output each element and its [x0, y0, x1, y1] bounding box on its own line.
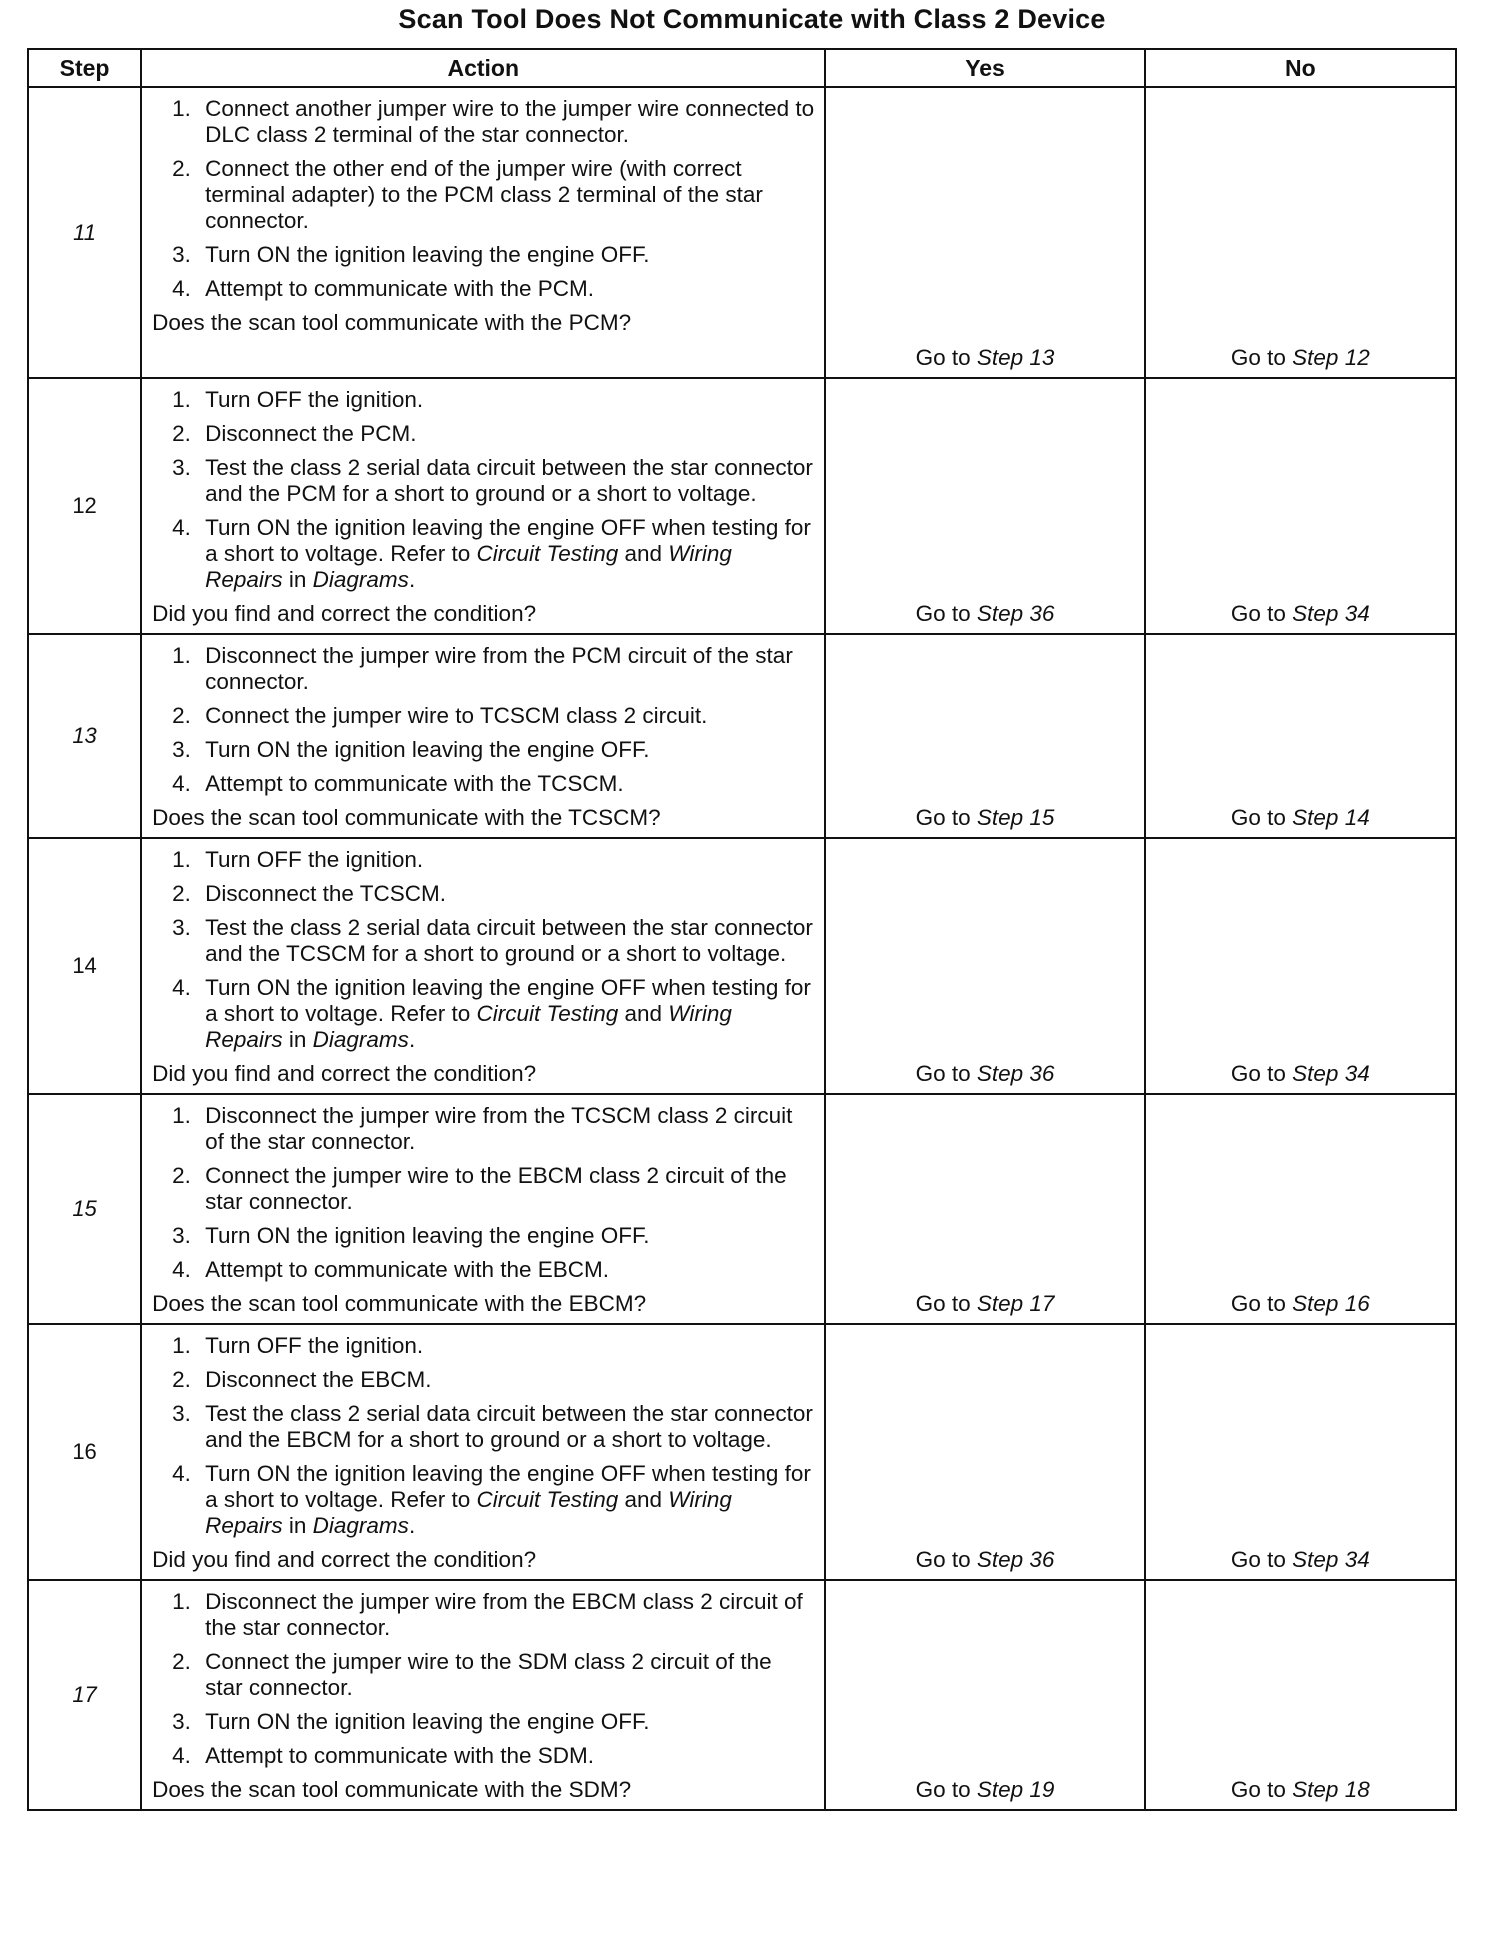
substep	[172, 847, 814, 873]
yes-goto-prefix: Go to	[915, 1291, 977, 1316]
substep	[172, 96, 814, 148]
substep-number: 4.	[172, 1743, 191, 1768]
substep-number: 2.	[172, 1649, 191, 1674]
instruction-text: Attempt to communicate with the EBCM.	[205, 1257, 610, 1282]
step-question: Does the scan tool communicate with the TCSCM?	[152, 805, 661, 830]
no-goto-target: Step 16	[1292, 1291, 1370, 1316]
instruction-text: Turn OFF the ignition.	[205, 847, 424, 872]
substep-number: 3.	[172, 242, 191, 267]
step-number: 13	[28, 634, 141, 838]
instruction-text: .	[408, 1027, 416, 1052]
substep-text	[205, 643, 814, 695]
yes-cell	[825, 838, 1144, 1094]
substep	[172, 276, 814, 302]
instruction-text: in	[282, 1513, 313, 1538]
substep-text	[205, 242, 814, 268]
no-goto-target: Step 14	[1292, 805, 1370, 830]
instruction-text: Connect the other end of the jumper wire (with correct terminal adapter) to the PCM class 2 terminal of the star connector.	[205, 156, 763, 233]
step-row	[28, 1324, 1456, 1580]
substep-list	[152, 1103, 814, 1283]
substep-text	[205, 387, 814, 413]
substep-text	[205, 1257, 814, 1283]
reference-text: Diagrams	[312, 1513, 409, 1538]
no-cell	[1145, 87, 1456, 378]
instruction-text: Connect the jumper wire to TCSCM class 2 circuit.	[205, 703, 708, 728]
substep-list	[152, 96, 814, 302]
no-goto-prefix: Go to	[1230, 1777, 1293, 1802]
instruction-text: Disconnect the EBCM.	[205, 1367, 432, 1392]
step-question: Did you find and correct the condition?	[152, 1547, 537, 1572]
yes-cell	[825, 1094, 1144, 1324]
substep-text	[205, 1163, 814, 1215]
no-goto-target: Step 12	[1292, 345, 1370, 370]
reference-text: Diagrams	[312, 567, 409, 592]
substep-number: 1.	[172, 1333, 191, 1358]
substep-number: 4.	[172, 276, 191, 301]
substep-number: 3.	[172, 737, 191, 762]
substep-text	[205, 881, 814, 907]
substep-number: 2.	[172, 703, 191, 728]
instruction-text: Turn OFF the ignition.	[205, 387, 424, 412]
substep-number: 2.	[172, 421, 191, 446]
substep-number: 2.	[172, 1367, 191, 1392]
substep-number: 2.	[172, 1163, 191, 1188]
reference-text: Diagrams	[312, 1027, 409, 1052]
substep	[172, 1367, 814, 1393]
step-number: 11	[28, 87, 141, 378]
step-question: Did you find and correct the condition?	[152, 1061, 537, 1086]
no-cell	[1145, 378, 1456, 634]
no-goto-prefix: Go to	[1230, 805, 1293, 830]
substep	[172, 421, 814, 447]
substep-text	[205, 737, 814, 763]
substep-text	[205, 156, 814, 234]
substep-text	[205, 1743, 814, 1769]
substep-number: 4.	[172, 1461, 191, 1486]
substep-number: 3.	[172, 1223, 191, 1248]
reference-text: Wiring Repairs	[205, 1487, 732, 1538]
reference-text: Wiring Repairs	[205, 541, 732, 592]
instruction-text: Test the class 2 serial data circuit between the star connector and the EBCM for a short to ground or a short to voltage.	[205, 1401, 813, 1452]
substep-list	[152, 643, 814, 797]
substep	[172, 1743, 814, 1769]
substep-text	[205, 771, 814, 797]
substep	[172, 1649, 814, 1701]
instruction-text: Turn ON the ignition leaving the engine OFF.	[205, 1223, 650, 1248]
step-number: 15	[28, 1094, 141, 1324]
instruction-text: Turn ON the ignition leaving the engine OFF when testing for a short to voltage. Refer to	[205, 1461, 811, 1512]
substep-text	[205, 975, 814, 1053]
substep	[172, 515, 814, 593]
action-cell	[141, 378, 825, 634]
step-question: Does the scan tool communicate with the PCM?	[152, 310, 632, 335]
reference-text: Circuit Testing	[476, 1001, 619, 1026]
header-no: No	[1145, 49, 1456, 87]
step-question: Did you find and correct the condition?	[152, 601, 537, 626]
yes-goto-prefix: Go to	[915, 1547, 977, 1572]
yes-goto-prefix: Go to	[915, 805, 977, 830]
instruction-text: Turn ON the ignition leaving the engine OFF when testing for a short to voltage. Refer to	[205, 975, 811, 1026]
substep-number: 1.	[172, 643, 191, 668]
instruction-text: Disconnect the jumper wire from the EBCM class 2 circuit of the star connector.	[205, 1589, 803, 1640]
instruction-text: Connect another jumper wire to the jumper wire connected to DLC class 2 terminal of the star connector.	[205, 96, 815, 147]
yes-goto-prefix: Go to	[915, 1061, 977, 1086]
substep	[172, 156, 814, 234]
substep-text	[205, 1367, 814, 1393]
substep-number: 4.	[172, 515, 191, 540]
substep-text	[205, 1589, 814, 1641]
step-row	[28, 1094, 1456, 1324]
reference-text: Circuit Testing	[476, 1487, 619, 1512]
substep-text	[205, 1401, 814, 1453]
step-number: 17	[28, 1580, 141, 1810]
action-cell	[141, 838, 825, 1094]
step-row	[28, 838, 1456, 1094]
substep	[172, 1709, 814, 1735]
substep-number: 2.	[172, 156, 191, 181]
yes-cell	[825, 1324, 1144, 1580]
substep	[172, 242, 814, 268]
substep	[172, 771, 814, 797]
instruction-text: and	[618, 1001, 669, 1026]
yes-goto-target: Step 36	[976, 601, 1055, 626]
table-body	[28, 87, 1456, 1810]
substep	[172, 1103, 814, 1155]
substep-number: 4.	[172, 771, 191, 796]
step-number: 16	[28, 1324, 141, 1580]
instruction-text: Turn ON the ignition leaving the engine OFF.	[205, 242, 650, 267]
instruction-text: Disconnect the PCM.	[205, 421, 417, 446]
table-title: Scan Tool Does Not Communicate with Class 2 Device	[398, 4, 1106, 34]
substep-text	[205, 276, 814, 302]
step-number: 12	[28, 378, 141, 634]
substep-text	[205, 421, 814, 447]
instruction-text: Disconnect the jumper wire from the PCM circuit of the star connector.	[205, 643, 793, 694]
instruction-text: .	[408, 567, 416, 592]
yes-goto-prefix: Go to	[915, 601, 977, 626]
instruction-text: .	[408, 1513, 416, 1538]
yes-goto-prefix: Go to	[915, 345, 977, 370]
substep-number: 1.	[172, 96, 191, 121]
substep-text	[205, 96, 814, 148]
step-row	[28, 87, 1456, 378]
reference-text: Wiring Repairs	[205, 1001, 732, 1052]
no-cell	[1145, 838, 1456, 1094]
substep	[172, 1257, 814, 1283]
no-goto-target: Step 34	[1292, 1547, 1370, 1572]
reference-text: Circuit Testing	[476, 541, 619, 566]
substep-text	[205, 455, 814, 507]
substep-list	[152, 387, 814, 593]
instruction-text: and	[618, 1487, 669, 1512]
substep-number: 3.	[172, 1709, 191, 1734]
substep-text	[205, 847, 814, 873]
substep-number: 4.	[172, 975, 191, 1000]
substep-text	[205, 1649, 814, 1701]
step-row	[28, 378, 1456, 634]
substep-list	[152, 1589, 814, 1769]
no-cell	[1145, 634, 1456, 838]
no-goto-target: Step 34	[1292, 601, 1370, 626]
substep-list	[152, 847, 814, 1053]
substep	[172, 1401, 814, 1453]
no-goto-prefix: Go to	[1230, 601, 1293, 626]
instruction-text: Connect the jumper wire to the EBCM class 2 circuit of the star connector.	[205, 1163, 787, 1214]
no-goto-prefix: Go to	[1230, 1547, 1293, 1572]
substep-number: 3.	[172, 915, 191, 940]
instruction-text: Attempt to communicate with the SDM.	[205, 1743, 595, 1768]
instruction-text: Attempt to communicate with the TCSCM.	[205, 771, 624, 796]
substep-number: 4.	[172, 1257, 191, 1282]
yes-goto-target: Step 15	[976, 805, 1055, 830]
substep-text	[205, 1333, 814, 1359]
action-cell	[141, 1094, 825, 1324]
no-cell	[1145, 1580, 1456, 1810]
substep	[172, 881, 814, 907]
instruction-text: Disconnect the jumper wire from the TCSCM class 2 circuit of the star connector.	[205, 1103, 793, 1154]
step-question: Does the scan tool communicate with the SDM?	[152, 1777, 632, 1802]
instruction-text: Test the class 2 serial data circuit between the star connector and the PCM for a short to ground or a short to voltage.	[205, 455, 813, 506]
step-question: Does the scan tool communicate with the EBCM?	[152, 1291, 647, 1316]
yes-goto-target: Step 36	[976, 1547, 1055, 1572]
substep-text	[205, 703, 814, 729]
substep-text	[205, 1461, 814, 1539]
instruction-text: in	[282, 1027, 313, 1052]
substep	[172, 643, 814, 695]
no-goto-target: Step 34	[1292, 1061, 1370, 1086]
substep	[172, 1461, 814, 1539]
instruction-text: and	[618, 541, 669, 566]
substep	[172, 915, 814, 967]
action-cell	[141, 1580, 825, 1810]
substep-number: 1.	[172, 1103, 191, 1128]
substep	[172, 1223, 814, 1249]
instruction-text: Attempt to communicate with the PCM.	[205, 276, 595, 301]
step-row	[28, 1580, 1456, 1810]
instruction-text: Turn ON the ignition leaving the engine OFF.	[205, 1709, 650, 1734]
substep-text	[205, 1103, 814, 1155]
instruction-text: Turn OFF the ignition.	[205, 1333, 424, 1358]
yes-goto-target: Step 17	[976, 1291, 1055, 1316]
yes-goto-target: Step 13	[976, 345, 1055, 370]
substep-number: 1.	[172, 1589, 191, 1614]
step-row	[28, 634, 1456, 838]
substep	[172, 1333, 814, 1359]
substep	[172, 455, 814, 507]
yes-goto-target: Step 19	[976, 1777, 1055, 1802]
substep	[172, 703, 814, 729]
substep-number: 1.	[172, 387, 191, 412]
substep-number: 2.	[172, 881, 191, 906]
header-yes: Yes	[825, 49, 1144, 87]
substep-number: 3.	[172, 1401, 191, 1426]
header-action: Action	[141, 49, 825, 87]
action-cell	[141, 87, 825, 378]
action-cell	[141, 1324, 825, 1580]
substep	[172, 737, 814, 763]
no-goto-prefix: Go to	[1230, 345, 1293, 370]
substep	[172, 1163, 814, 1215]
yes-cell	[825, 87, 1144, 378]
substep	[172, 387, 814, 413]
substep-text	[205, 1223, 814, 1249]
no-goto-prefix: Go to	[1230, 1061, 1293, 1086]
header-step: Step	[28, 49, 141, 87]
substep-number: 1.	[172, 847, 191, 872]
no-goto-prefix: Go to	[1230, 1291, 1293, 1316]
instruction-text: Connect the jumper wire to the SDM class 2 circuit of the star connector.	[205, 1649, 772, 1700]
instruction-text: Test the class 2 serial data circuit between the star connector and the TCSCM for a short to ground or a short to voltage.	[205, 915, 813, 966]
yes-goto-target: Step 36	[976, 1061, 1055, 1086]
yes-cell	[825, 378, 1144, 634]
substep-text	[205, 515, 814, 593]
instruction-text: Turn ON the ignition leaving the engine OFF when testing for a short to voltage. Refer to	[205, 515, 811, 566]
header-row	[28, 49, 1456, 87]
yes-goto-prefix: Go to	[915, 1777, 977, 1802]
yes-cell	[825, 1580, 1144, 1810]
no-cell	[1145, 1094, 1456, 1324]
instruction-text: Disconnect the TCSCM.	[205, 881, 447, 906]
action-cell	[141, 634, 825, 838]
no-goto-target: Step 18	[1292, 1777, 1370, 1802]
substep-text	[205, 1709, 814, 1735]
substep	[172, 1589, 814, 1641]
instruction-text: in	[282, 567, 313, 592]
substep-number: 3.	[172, 455, 191, 480]
instruction-text: Turn ON the ignition leaving the engine OFF.	[205, 737, 650, 762]
no-cell	[1145, 1324, 1456, 1580]
substep-text	[205, 915, 814, 967]
diagnostic-table	[27, 48, 1457, 1811]
substep	[172, 975, 814, 1053]
yes-cell	[825, 634, 1144, 838]
step-number: 14	[28, 838, 141, 1094]
substep-list	[152, 1333, 814, 1539]
